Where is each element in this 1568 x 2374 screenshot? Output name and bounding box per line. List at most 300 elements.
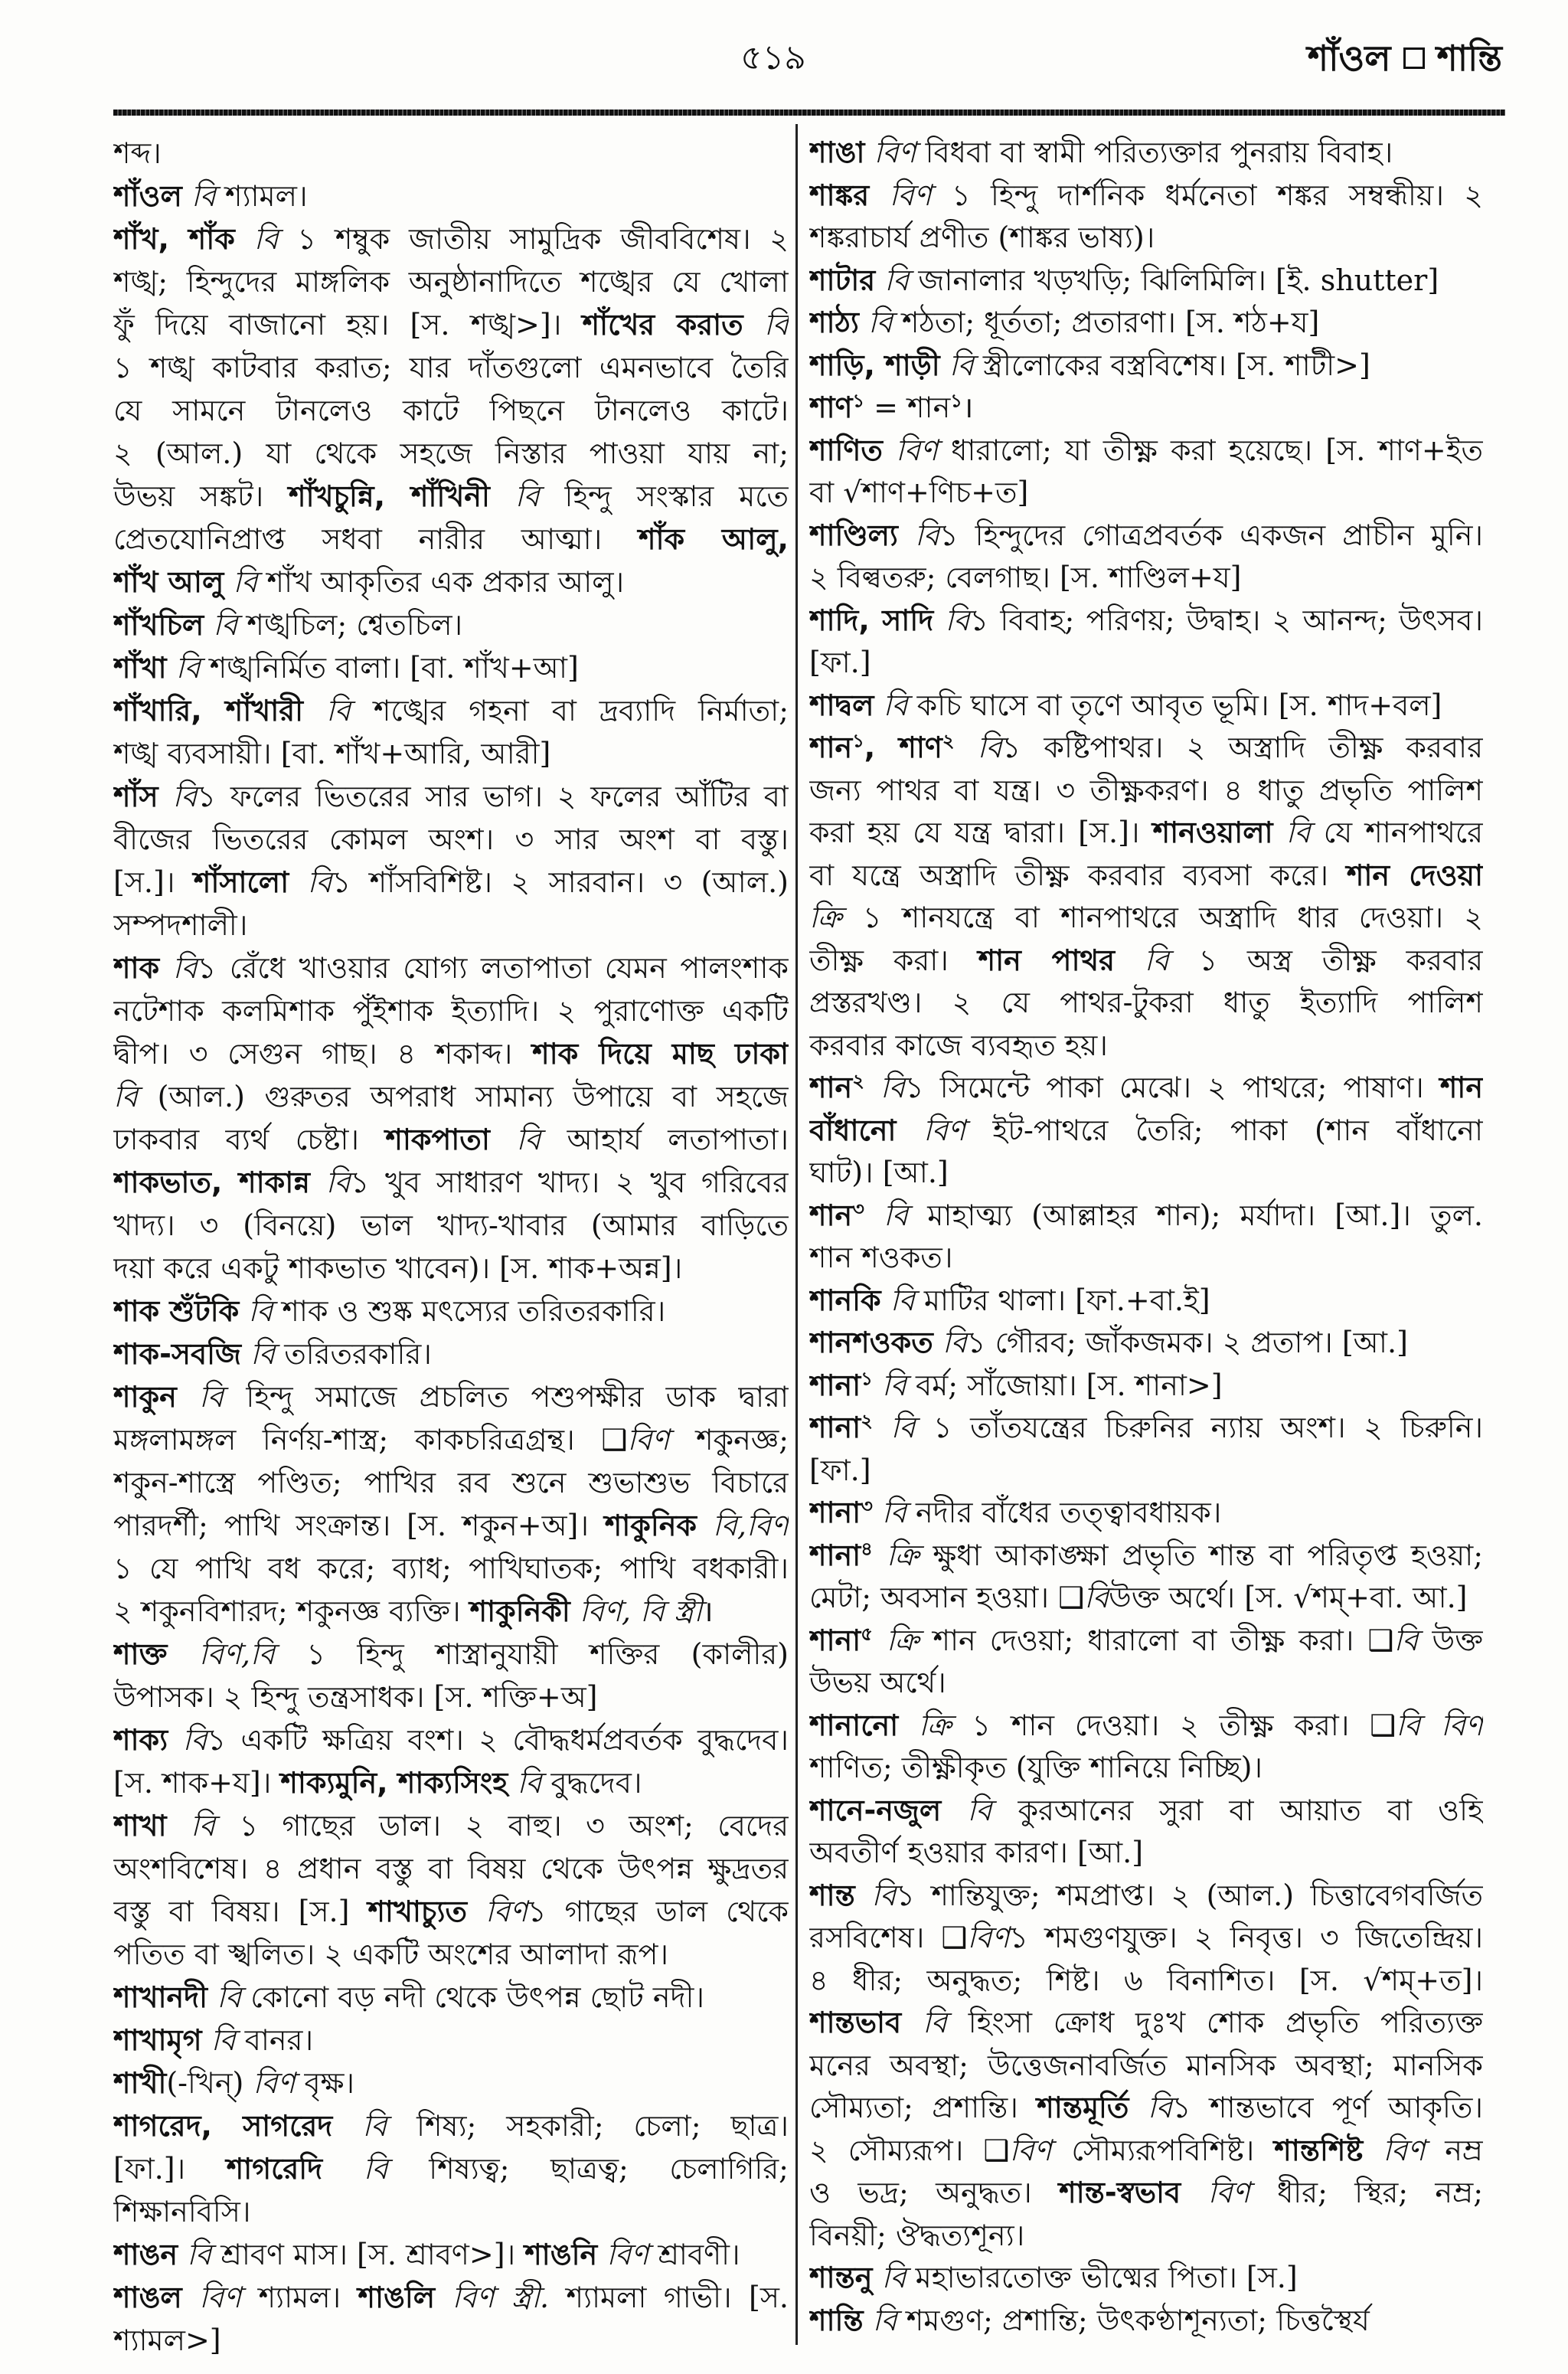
dictionary-entry	[809, 345, 1483, 387]
part-of-speech: বি	[914, 518, 939, 552]
definition-text: [স.]।	[113, 865, 194, 899]
separator-box-icon	[1403, 47, 1425, 69]
part-of-speech: বি	[191, 179, 216, 213]
part-of-speech: বি	[248, 1294, 273, 1328]
part-of-speech: বি	[871, 1878, 897, 1912]
part-of-speech: বি	[890, 1283, 915, 1317]
text-line	[113, 132, 789, 175]
dictionary-entry	[113, 1375, 789, 1633]
definition-text	[873, 1539, 887, 1572]
headword: শাক	[113, 951, 160, 985]
homonym-number: ৫	[861, 1622, 873, 1644]
headword: শাখা	[113, 1809, 167, 1843]
text-line	[809, 302, 1483, 345]
text-line	[113, 1204, 789, 1247]
definition-text: শাঁখ আকৃতির এক প্রকার আলু।	[257, 565, 625, 599]
definition-text: শ্যামল।	[215, 179, 308, 213]
headword: শাঁখারি, শাঁখারী	[113, 694, 304, 728]
dictionary-entry	[113, 1804, 789, 1976]
text-line	[809, 430, 1483, 473]
text-line	[809, 1620, 1483, 1663]
definition-text	[955, 731, 978, 764]
text-line	[809, 472, 1483, 515]
definition-text: [ফা.]	[809, 646, 871, 679]
definition-text: কোনো বড় নদী থেকে উৎপন্ন ছোট নদী।	[241, 1980, 705, 2014]
definition-text: মাহাত্ম্য (আল্লাহর শান); মর্যাদা। [আ.]। তুল.	[908, 1198, 1483, 1232]
part-of-speech: বি	[307, 865, 332, 899]
definition-text: প্রস্তরখণ্ড। ২ যে পাথর-টুকরা ধাতু ইত্যাদি পালিশ	[809, 986, 1483, 1019]
definition-text: রসবিশেষ। ❑	[809, 1921, 968, 1954]
definition-text	[303, 694, 326, 728]
text-line	[113, 1161, 789, 1204]
dictionary-entry	[113, 2276, 789, 2362]
definition-text	[1181, 2176, 1207, 2209]
headword: শাঁস	[113, 780, 158, 813]
part-of-speech: বিণ	[1383, 2133, 1426, 2167]
headword: শানা	[809, 1538, 861, 1572]
dictionary-entry	[809, 1322, 1483, 1365]
homonym-number: ৩	[852, 1197, 864, 1219]
definition-text	[158, 780, 173, 813]
text-line	[809, 1237, 1483, 1280]
definition-text: জন্য পাথর বা যন্ত্র। ৩ তীক্ষ্ণকরণ। ৪ ধাতু প্রভৃতি পালিশ	[809, 773, 1483, 807]
text-line	[113, 1333, 789, 1375]
text-line	[809, 2257, 1483, 2300]
definition-text: দয়া করে একটু শাকভাত খাবেন)। [স. শাক+অন্ন]।	[113, 1251, 683, 1285]
definition-text: হিন্দু সমাজে প্রচলিত পশুপক্ষীর ডাক দ্বারা	[224, 1380, 789, 1414]
headword: শাখাচ্যুত	[368, 1895, 467, 1928]
headword: শাঁসালো	[193, 865, 289, 899]
definition-text: ১ গাছের ডাল থেকে	[528, 1895, 789, 1928]
definition-text: ১ খুব সাধারণ খাদ্য। ২ খুব গরিবের	[350, 1166, 789, 1199]
text-line	[113, 1375, 789, 1418]
definition-text: ১ রেঁধে খাওয়ার যোগ্য লতাপাতা যেমন পালংশাক	[197, 951, 789, 985]
headword: শান্তভাব	[809, 2006, 902, 2039]
part-of-speech: বিণ	[485, 1895, 528, 1928]
text-line	[113, 904, 789, 947]
headword: শাঙ্কর	[809, 178, 870, 212]
dictionary-entry	[809, 132, 1483, 175]
definition-text: ১ হিন্দুদের গোত্রপ্রবর্তক একজন প্রাচীন মুনি।	[939, 518, 1483, 552]
definition-text	[490, 479, 515, 513]
definition-text: শ্যামল>]	[113, 2323, 221, 2357]
headword: শাক্যমুনি, শাক্যসিংহ	[280, 1766, 508, 1800]
definition-text	[697, 1509, 713, 1542]
definition-text	[855, 1879, 872, 1912]
headword: শাঙলি	[358, 2281, 436, 2314]
dictionary-entry	[113, 646, 789, 689]
text-line	[113, 1890, 789, 1933]
text-line	[809, 855, 1483, 898]
text-line	[809, 260, 1483, 302]
definition-text	[1115, 943, 1145, 977]
text-line	[113, 1590, 789, 1633]
definition-text: ১ হিন্দু দার্শনিক ধর্মনেতা শঙ্কর সম্বন্ধীয়। ২	[931, 178, 1483, 212]
headword: শাগরেদি	[226, 2152, 323, 2186]
part-of-speech: বি	[517, 1766, 542, 1800]
definition-text	[332, 2109, 362, 2143]
definition-text: বা √শাণ+ণিচ+ত]	[809, 476, 1029, 509]
text-line	[113, 775, 789, 818]
text-line	[809, 940, 1483, 983]
text-line	[809, 1577, 1483, 1620]
definition-text: ১ তাঁতযন্ত্রের চিরুনির ন্যায় অংশ। ২ চিরুনি।	[915, 1411, 1483, 1444]
text-line	[809, 1322, 1483, 1365]
part-of-speech: বি	[977, 731, 1002, 764]
headword: শাখামৃগ	[113, 2023, 202, 2057]
part-of-speech: বি	[883, 688, 908, 722]
definition-text	[239, 1294, 248, 1328]
definition-text	[873, 1624, 887, 1657]
dictionary-entry	[809, 1705, 1483, 1790]
headword: শাঙল	[113, 2281, 182, 2314]
text-line	[809, 515, 1483, 558]
part-of-speech: বিণ, বি স্ত্রী	[579, 1594, 703, 1628]
definition-text	[508, 1766, 517, 1800]
text-line	[809, 897, 1483, 940]
definition-text: ফুঁ দিয়ে বাজানো হয়। [স. শঙ্খ>]।	[113, 308, 583, 342]
definition-text: হিংসা ক্রোধ দুঃখ শোক প্রভৃতি পরিত্যক্ত	[946, 2006, 1483, 2039]
text-line	[113, 432, 789, 475]
dictionary-entry	[809, 1492, 1483, 1535]
definition-text: শঙ্খনির্মিত বালা। [বা. শাঁখ+আ]	[200, 651, 579, 685]
definition-text: তীক্ষ্ণ করা।	[809, 943, 978, 977]
headword: শাঙনি	[524, 2238, 598, 2271]
dictionary-entry	[809, 1875, 1483, 2258]
part-of-speech: বি	[172, 951, 198, 985]
definition-text	[166, 1809, 190, 1843]
dictionary-entry	[809, 1195, 1483, 1280]
definition-text	[898, 1709, 919, 1742]
definition-text: বস্তু বা বিষয়। [স.]	[113, 1895, 368, 1928]
text-line	[809, 1960, 1483, 2003]
definition-text	[224, 565, 233, 599]
headword: শাঁখচিল	[113, 608, 204, 642]
definition-text	[873, 1411, 891, 1444]
definition-text: ২ শকুনবিশারদ; শকুনজ্ঞ ব্যক্তি।	[113, 1594, 470, 1628]
headword: শাঁক আলু,	[638, 522, 789, 556]
text-line	[113, 689, 789, 732]
definition-text: (আল.) গুরুতর অপরাধ সামান্য উপায়ে বা সহজে	[138, 1080, 789, 1113]
definition-text	[1129, 2091, 1147, 2124]
definition-text	[933, 1326, 942, 1359]
headword: শাকপাতা	[385, 1123, 490, 1156]
definition-text: ১ যে পাখি বধ করে; ব্যাধ; পাখিঘাতক; পাখি বধকারী।	[113, 1552, 789, 1585]
text-line	[113, 1418, 789, 1461]
part-of-speech: বি	[1144, 943, 1169, 977]
definition-text: ১ শঙ্খ কাটবার করাত; যার দাঁতগুলো এমনভাবে তৈরি	[113, 351, 789, 384]
headword: শাক্য	[113, 1723, 168, 1757]
headword: শান্তশিষ্ট	[1274, 2133, 1364, 2167]
definition-text: ১ গাছের ডাল। ২ বাহু। ৩ অংশ; বেদের	[214, 1809, 789, 1843]
definition-text: শাক ও শুষ্ক মৎস্যের তরিতরকারি।	[273, 1294, 666, 1328]
definition-text: শঙ্করাচার্য প্রণীত (শাঙ্কর ভাষ্য)।	[809, 221, 1155, 254]
definition-text	[874, 688, 883, 722]
definition-text: সম্পদশালী।	[113, 908, 248, 942]
headword: শাঁখ আলু	[113, 565, 224, 599]
definition-text: ২ বিল্বতরু; বেলগাছ। [স. শাণ্ডিল+য]	[809, 561, 1242, 594]
definition-text: ১ কষ্টিপাথর। ২ অস্ত্রাদি তীক্ষ্ণ করবার	[1001, 731, 1483, 764]
headword: শান্তি	[809, 2303, 864, 2337]
part-of-speech: ক্রি	[886, 1538, 920, 1572]
text-line	[809, 132, 1483, 175]
text-line	[113, 1718, 789, 1761]
dictionary-entry	[809, 430, 1483, 515]
definition-text: শিক্ষানবিসি।	[113, 2195, 251, 2228]
headword: শাড়ি, শাড়ী	[809, 348, 940, 382]
dictionary-entry	[809, 175, 1483, 260]
definition-text	[310, 1166, 326, 1199]
definition-text: শঙ্খ; হিন্দুদের মাঙ্গলিক অনুষ্ঠানাদিতে শঙ্খের যে খোলা	[113, 265, 789, 299]
text-line	[809, 1365, 1483, 1408]
definition-text: অংশবিশেষ। ৪ প্রধান বস্তু বা বিষয় থেকে উৎপন্ন ক্ষুদ্রতর	[113, 1852, 789, 1885]
definition-text: ধারালো; যা তীক্ষ্ণ করা হয়েছে। [স. শাণ+ইত	[938, 433, 1483, 467]
definition-text: নদীর বাঁধের তত্ত্বাবধায়ক।	[906, 1496, 1222, 1529]
part-of-speech: বি	[182, 1723, 207, 1757]
text-line	[113, 2319, 789, 2362]
homonym-number: ২	[942, 730, 955, 752]
dictionary-entry	[113, 689, 789, 775]
headword: শান	[1439, 1071, 1483, 1104]
definition-text: ঘাট)। [আ.]	[809, 1156, 949, 1189]
headword: শাঁখা	[113, 651, 167, 685]
headword: শাকুনিক	[604, 1509, 697, 1542]
definition-text: পতিত বা স্খলিত। ২ একটি অংশের আলাদা রূপ।	[113, 1937, 669, 1971]
part-of-speech: বিণ	[874, 136, 916, 169]
homonym-number: ১	[861, 1367, 873, 1389]
definition-text	[467, 1895, 485, 1928]
guide-word-first: শাঁওল	[1307, 38, 1391, 79]
part-of-speech: ক্রি	[809, 901, 842, 934]
dictionary-entry	[809, 1535, 1483, 1620]
text-line	[113, 2190, 789, 2233]
definition-text: ও ভদ্র; অনুদ্ধত।	[809, 2176, 1060, 2209]
part-of-speech: বি	[884, 1198, 909, 1232]
text-line	[113, 1804, 789, 1847]
headword: শানা	[809, 1496, 861, 1529]
headword: শাঙন	[113, 2238, 178, 2271]
dictionary-entry	[113, 1718, 789, 1804]
headword: শানা	[809, 1368, 861, 1402]
definition-text: শাণিত; তীক্ষ্ণীকৃত (যুক্তি শানিয়ে নিচ্ছি)।	[809, 1751, 1263, 1784]
text-line	[809, 770, 1483, 813]
dictionary-entry	[809, 600, 1483, 685]
text-line	[113, 2276, 789, 2319]
definition-text: শান দেওয়া; ধারালো বা তীক্ষ্ণ করা। ❑	[919, 1623, 1394, 1657]
definition-text: প্রেতযোনিপ্রাপ্ত সধবা নারীর আত্মা।	[113, 522, 639, 556]
definition-text	[166, 651, 175, 685]
definition-text	[869, 178, 889, 212]
dictionary-entry	[809, 515, 1483, 600]
definition-text	[204, 608, 213, 642]
headword: শান্ত	[809, 1878, 855, 1912]
definition-text: শঠতা; ধূর্ততা; প্রতারণা। [স. শঠ+য]	[892, 306, 1320, 339]
homonym-number: ২	[852, 1070, 864, 1092]
part-of-speech: বিণ	[253, 2066, 296, 2100]
definition-text: বৃক্ষ।	[295, 2066, 355, 2100]
headword: শান	[809, 1198, 853, 1232]
part-of-speech: বি	[113, 1080, 139, 1113]
headword: শাখী	[113, 2066, 167, 2100]
part-of-speech: বি	[213, 608, 238, 642]
definition-text: শান শওকত।	[809, 1241, 953, 1274]
headword: শাণিত	[809, 433, 883, 467]
text-line	[113, 1461, 789, 1504]
part-of-speech: বিণ,বি	[198, 1637, 275, 1671]
text-line	[113, 1633, 789, 1676]
part-of-speech: বি	[217, 1980, 242, 2014]
dictionary-entry	[809, 1365, 1483, 1408]
text-line	[113, 1676, 789, 1718]
headword: শানকি	[809, 1283, 881, 1317]
text-line	[113, 475, 789, 518]
definition-text	[289, 865, 307, 899]
text-line	[809, 175, 1483, 217]
text-line	[809, 1280, 1483, 1323]
part-of-speech: বিণ	[967, 1921, 1010, 1954]
text-line	[809, 2300, 1483, 2343]
part-of-speech: বি	[233, 565, 258, 599]
part-of-speech: বি	[967, 1793, 992, 1827]
dictionary-entry	[809, 1407, 1483, 1492]
part-of-speech: বি	[945, 603, 970, 637]
headword: শাদি, সাদি	[809, 603, 934, 637]
definition-text: অবতীর্ণ হওয়ার কারণ। [আ.]	[809, 1836, 1144, 1869]
definition-text: ।	[962, 391, 974, 424]
definition-text: মঙ্গলামঙ্গল নির্ণয়-শাস্ত্র; কাকচরিত্রগ্রন্থ। ❑	[113, 1423, 628, 1457]
text-line	[113, 1247, 789, 1290]
text-line	[809, 1067, 1483, 1110]
part-of-speech: বিণ	[889, 178, 932, 212]
definition-text: ।	[702, 1594, 714, 1628]
headword: শান	[809, 1071, 853, 1104]
part-of-speech: বি	[881, 1496, 906, 1529]
headword: শাঁখ, শাঁক	[113, 222, 235, 256]
definition-text: ১ গৌরব; জাঁকজমক। ২ প্রতাপ। [আ.]	[966, 1326, 1408, 1359]
text-line	[113, 861, 789, 904]
headword: শাক্ত	[113, 1637, 168, 1671]
homonym-number: ৩	[861, 1495, 873, 1517]
definition-text: শঙ্খ ব্যবসায়ী। [বা. শাঁখ+আরি, আরী]	[113, 737, 551, 770]
definition-text	[872, 2261, 881, 2294]
text-line	[809, 1450, 1483, 1493]
definition-text: কুরআনের সুরা বা আয়াত বা ওহি	[991, 1793, 1483, 1827]
part-of-speech: বি	[187, 2238, 212, 2271]
guide-words	[1308, 34, 1502, 83]
text-line	[809, 600, 1483, 643]
headword: শান্তমূর্তি	[1037, 2091, 1129, 2124]
text-line	[809, 1025, 1483, 1068]
definition-text: উক্ত অর্থে। [স. √শম্+বা. আ.]	[1109, 1581, 1468, 1614]
definition-text	[881, 1283, 890, 1317]
definition-text	[743, 308, 764, 342]
definition-text	[864, 136, 874, 169]
text-line	[809, 1152, 1483, 1195]
part-of-speech: বি	[922, 2006, 947, 2039]
definition-text	[490, 1123, 516, 1156]
definition-text	[167, 1637, 198, 1671]
headword: শান দেওয়া	[1346, 858, 1483, 892]
definition-text: নটেশাক কলমিশাক পুঁইশাক ইত্যাদি। ২ পুরাণোক্ত একটি	[113, 994, 789, 1028]
headword: শানে-নজুল	[809, 1793, 942, 1827]
definition-text: ১ সিমেন্টে পাকা মেঝে। ২ পাথরে; পাষাণ।	[904, 1071, 1440, 1104]
text-line	[809, 812, 1483, 855]
part-of-speech: বি	[867, 306, 893, 339]
definition-text: ২ (আল.) যা থেকে সহজে নিস্তার পাওয়া যায় না;	[113, 437, 789, 470]
text-line	[809, 685, 1483, 728]
definition-text: শঙ্খের গহনা বা দ্রব্যাদি নির্মাতা;	[350, 694, 789, 728]
text-line	[809, 387, 1483, 430]
definition-text: ৪ ধীর; অনুদ্ধত; শিষ্ট। ৬ বিনাশিত। [স. √শম্+ত]।	[809, 1963, 1483, 1997]
definition-text	[873, 1496, 882, 1529]
page-number: ৫১৯	[740, 38, 806, 77]
definition-text: জানালার খড়খড়ি; ঝিলিমিলি। [ই. shutter]	[909, 263, 1439, 297]
text-line	[113, 947, 789, 989]
definition-text: উভয় সঙ্কট।	[113, 479, 289, 513]
headword: শাক শুঁটকি	[113, 1294, 240, 1328]
part-of-speech: বি	[325, 1166, 351, 1199]
dictionary-entry	[113, 775, 789, 947]
definition-text: যে সামনে টানলেও কাটে পিছনে টানলেও কাটে।	[113, 394, 789, 427]
definition-text	[933, 603, 945, 637]
definition-text: শকুন-শাস্ত্রে পণ্ডিত; পাখির রব শুনে শুভাশুভ বিচারে	[113, 1466, 789, 1499]
definition-text: করা হয় যে যন্ত্র দ্বারা। [স.]।	[809, 816, 1153, 849]
definition-text: বা যন্ত্রে অস্ত্রাদি তীক্ষ্ণ করবার ব্যবসা করে।	[809, 858, 1347, 892]
text-line	[809, 2002, 1483, 2045]
guide-word-last: শান্তি	[1436, 38, 1502, 79]
part-of-speech: বিণ	[199, 2281, 242, 2314]
definition-text	[940, 348, 949, 382]
definition-text	[873, 1368, 882, 1402]
definition-text	[875, 263, 884, 297]
part-of-speech: বি	[949, 348, 974, 382]
text-line	[113, 1933, 789, 1976]
headword: শাগরেদ, সাগরেদ	[113, 2109, 333, 2143]
part-of-speech: বি,বিণ	[712, 1509, 789, 1542]
headword: শাঁখচুন্নি, শাঁখিনী	[289, 479, 490, 513]
definition-text: নম্র	[1425, 2133, 1483, 2167]
definition-text: ১ শান্তিযুক্ত; শমপ্রাপ্ত। ২ (আল.) চিত্তাবেগবর্জিত	[896, 1878, 1483, 1912]
definition-text	[864, 1198, 884, 1232]
definition-text: মহাভারতোক্ত ভীষ্মের পিতা। [স.]	[906, 2261, 1298, 2294]
part-of-speech: বি	[516, 1123, 541, 1156]
text-line	[113, 561, 789, 603]
text-line	[809, 1790, 1483, 1833]
part-of-speech: বিণ	[896, 433, 938, 467]
text-line	[113, 818, 789, 861]
text-line	[809, 1832, 1483, 1875]
definition-text	[182, 2281, 199, 2314]
part-of-speech: বিণ স্ত্রী.	[452, 2281, 550, 2314]
part-of-speech: বি	[881, 2261, 906, 2294]
definition-text: স্ত্রীলোকের বস্ত্রবিশেষ। [স. শাটী>]	[973, 348, 1370, 382]
part-of-speech: বি	[1084, 1581, 1109, 1614]
text-line	[113, 2104, 789, 2147]
dictionary-entry	[809, 387, 1483, 430]
text-line	[113, 646, 789, 689]
definition-text: ১ একটি ক্ষত্রিয় বংশ। ২ বৌদ্ধধর্মপ্রবর্তক বুদ্ধদেব।	[207, 1723, 789, 1757]
text-line	[809, 1535, 1483, 1578]
text-line	[113, 1290, 789, 1333]
part-of-speech: বি	[199, 1380, 224, 1414]
text-line	[809, 1195, 1483, 1238]
homonym-number: ২	[861, 1410, 873, 1432]
header-rule	[113, 110, 1505, 116]
definition-text: আহার্য লতাপাতা।	[541, 1123, 789, 1156]
homonym-number: ১	[852, 730, 864, 752]
headword: শাক-সবজি	[113, 1337, 241, 1371]
definition-text: সৌম্যরূপবিশিষ্ট।	[1051, 2133, 1275, 2167]
